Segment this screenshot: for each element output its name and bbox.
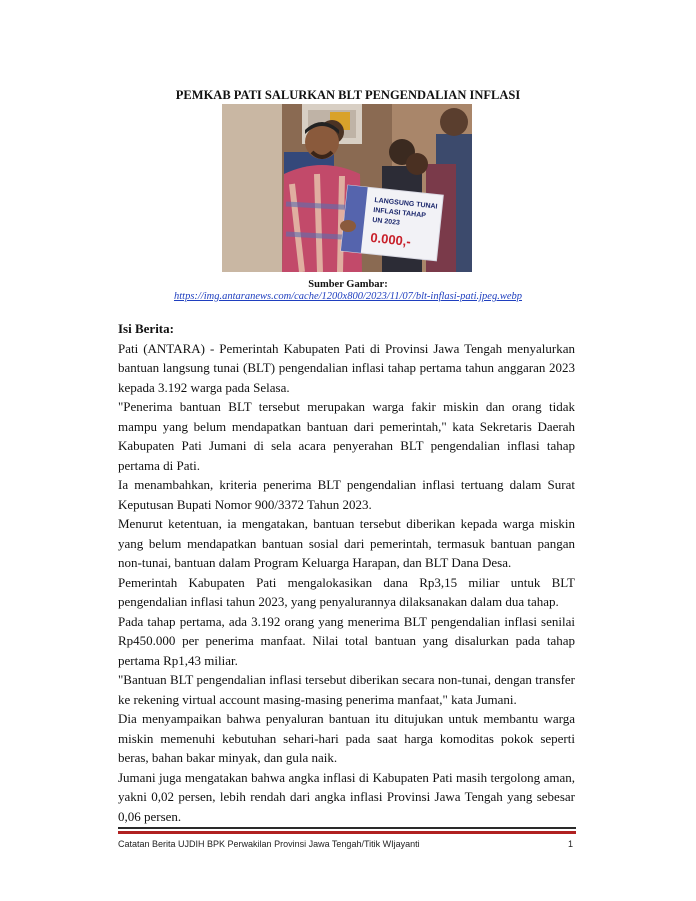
article-body — [118, 319, 575, 826]
image-source-link[interactable]: https://img.antaranews.com/cache/1200x800/2023/11/07/blt-inflasi-pati.jpeg.webp — [173, 291, 523, 302]
page-number: 1 — [568, 839, 574, 849]
paragraph: Jumani juga mengatakan bahwa angka inflasi di Kabupaten Pati masih tergolong aman, yakni 0,02 persen, lebih rendah dari angka inflasi Provinsi Jawa Tengah yang sebesar 0,06 persen. — [118, 769, 575, 824]
section-heading: Isi Berita: — [118, 321, 174, 336]
footer-divider-accent — [118, 831, 576, 834]
board-line-3: UN 2023 — [371, 216, 401, 227]
paragraph: "Penerima bantuan BLT tersebut merupakan warga fakir miskin dan orang tidak mampu yang belum mendapatkan bantuan dari pemerintah," kata Sekretaris Daerah Kabupaten Pati Jumani di sela acara penyerahan BLT pengendalian inflasi tahap pertama di Pati. — [118, 399, 575, 473]
image-caption-label: Sumber Gambar: — [308, 279, 388, 290]
paragraph: "Bantuan BLT pengendalian inflasi tersebut diberikan secara non-tunai, dengan transfer ke rekening virtual account masing-masing penerima manfaat," kata Jumani. — [118, 672, 575, 707]
paragraph: Pati (ANTARA) - Pemerintah Kabupaten Pati di Provinsi Jawa Tengah menyalurkan bantuan langsung tunai (BLT) pengendalian inflasi tahap pertama tahun anggaran 2023 kepada 3.192 warga pada Selasa. — [118, 340, 575, 395]
paragraph: Menurut ketentuan, ia mengatakan, bantuan tersebut diberikan kepada warga miskin yang belum mendapatkan bantuan sosial dari pemerintah, termasuk bantuan pangan non-tunai, bantuan dalam Program Keluarga Harapan, dan BLT Dana Desa. — [118, 516, 575, 570]
board-amount: 0.000,- — [369, 229, 412, 250]
article-title: PEMKAB PATI SALURKAN BLT PENGENDALIAN INFLASI — [175, 88, 521, 102]
paragraph: Ia menambahkan, kriteria penerima BLT pengendalian inflasi tertuang dalam Surat Keputusan Bupati Nomor 900/3372 Tahun 2023. — [118, 477, 575, 512]
paragraph: Dia menyampaikan bahwa penyaluran bantuan itu ditujukan untuk membantu warga miskin memenuhi kebutuhan sehari-hari pada saat harga komoditas pokok seperti beras, bahan bakar minyak, dan gula naik. — [118, 711, 575, 765]
paragraph: Pada tahap pertama, ada 3.192 orang yang menerima BLT pengendalian inflasi senilai Rp450.000 per penerima manfaat. Nilai total bantuan yang disalurkan pada tahap pertama Rp1,43 miliar. — [118, 613, 575, 668]
board-line-2: INFLASI TAHAP — [372, 206, 427, 220]
footer-divider — [118, 827, 576, 829]
board-line-1: LANGSUNG TUNAI — [373, 197, 438, 211]
paragraph: Pemerintah Kabupaten Pati mengalokasikan dana Rp3,15 miliar untuk BLT pengendalian inflasi tahun 2023, yang penyalurannya dilaksanakan dalam dua tahap. — [118, 574, 575, 609]
footer-text: Catatan Berita UJDIH BPK Perwakilan Provinsi Jawa Tengah/Titik WIjayanti — [118, 839, 420, 849]
news-photo — [222, 104, 472, 272]
